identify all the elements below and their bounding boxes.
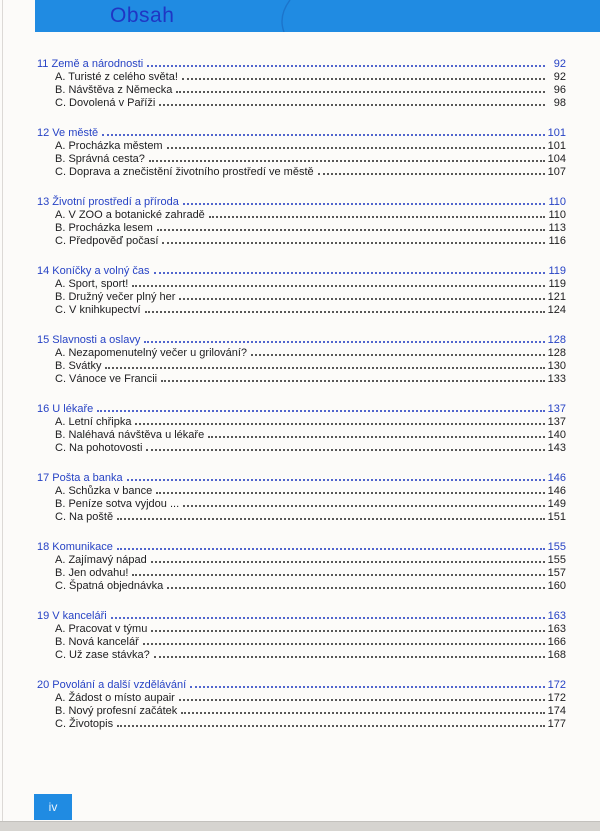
toc-item-page-number: 177 [547, 718, 566, 730]
toc-item-page-number: 124 [547, 304, 566, 316]
dot-leader [208, 436, 545, 438]
toc-item-row [37, 209, 566, 222]
toc-item-page-number: 96 [553, 84, 566, 96]
toc-item-label: C. Na poště [55, 511, 114, 523]
scan-edge-left [2, 0, 3, 831]
toc-item-label: B. Peníze sotva vyjdou ... [55, 498, 180, 510]
toc-chapter-label: 19 V kanceláři [37, 610, 107, 622]
page-number-badge [34, 794, 72, 820]
toc-chapter-label: 16 U lékaře [37, 403, 94, 415]
dot-leader [251, 354, 545, 356]
toc-section-13 [37, 196, 566, 248]
dot-leader [182, 78, 545, 80]
toc-item-row [37, 498, 566, 511]
toc-item-row [37, 153, 566, 166]
toc-chapter-page-number: 119 [548, 265, 566, 277]
toc-item-label: A. Letní chřipka [55, 416, 132, 428]
toc-item-page-number: 113 [548, 222, 566, 234]
toc-item-page-number: 98 [553, 97, 566, 109]
toc-chapter-page-number: 146 [547, 472, 566, 484]
toc-item-page-number: 143 [547, 442, 566, 454]
toc-item-label: C. Špatná objednávka [55, 580, 164, 592]
toc-item-row [37, 291, 566, 304]
toc-item-label: A. Turisté z celého světa! [55, 71, 178, 83]
toc-section-17 [37, 472, 566, 524]
toc-item-page-number: 146 [547, 485, 566, 497]
toc-item-label: B. Správná cesta? [55, 153, 145, 165]
dot-leader [97, 410, 545, 412]
dot-leader [156, 492, 545, 494]
toc-item-label: C. Doprava a znečistění životního prostředí ve městě [55, 166, 314, 178]
dot-leader [209, 216, 545, 218]
toc-chapter-row [37, 127, 566, 140]
dot-leader [167, 587, 545, 589]
toc-item-row [37, 567, 566, 580]
toc-item-row [37, 71, 566, 84]
toc-item-row [37, 580, 566, 593]
toc-item-row [37, 692, 566, 705]
toc-item-row [37, 623, 566, 636]
toc-item-page-number: 137 [547, 416, 566, 428]
toc-chapter-page-number: 155 [547, 541, 566, 553]
dot-leader [162, 242, 545, 244]
toc-item-page-number: 133 [547, 373, 566, 385]
toc-item-row [37, 166, 566, 179]
toc-chapter-page-number: 137 [547, 403, 566, 415]
toc-item-label: B. Nový profesní začátek [55, 705, 178, 717]
toc-item-label: B. Svátky [55, 360, 102, 372]
toc-chapter-page-number: 172 [547, 679, 566, 691]
toc-chapter-row [37, 679, 566, 692]
dot-leader [117, 518, 545, 520]
toc-item-label: B. Jen odvahu! [55, 567, 129, 579]
toc-item-label: B. Procházka lesem [55, 222, 153, 234]
dot-leader [102, 134, 545, 136]
toc-item-label: A. Procházka městem [55, 140, 163, 152]
dot-leader [105, 367, 545, 369]
dot-leader [179, 699, 545, 701]
toc-item-label: C. Na pohotovosti [55, 442, 143, 454]
pen-mark-artifact [270, 0, 300, 32]
toc-item-page-number: 92 [553, 71, 566, 83]
dot-leader [111, 617, 545, 619]
toc-section-20 [37, 679, 566, 731]
dot-leader [135, 423, 545, 425]
dot-leader [151, 561, 545, 563]
toc-section-12 [37, 127, 566, 179]
toc-section-16 [37, 403, 566, 455]
toc-item-row [37, 485, 566, 498]
toc-item-row [37, 416, 566, 429]
toc-section-18 [37, 541, 566, 593]
toc-chapter-row [37, 403, 566, 416]
dot-leader [149, 160, 545, 162]
toc-item-page-number: 151 [547, 511, 566, 523]
toc-chapter-row [37, 58, 566, 71]
toc-chapter-row [37, 334, 566, 347]
toc-chapter-page-number: 101 [547, 127, 566, 139]
dot-leader [190, 686, 545, 688]
toc-item-page-number: 128 [547, 347, 566, 359]
toc-chapter-label: 17 Pošta a banka [37, 472, 123, 484]
toc-item-row [37, 140, 566, 153]
toc-item-label: C. Předpověď počasí [55, 235, 159, 247]
toc-section-19 [37, 610, 566, 662]
dot-leader [154, 272, 545, 274]
toc-item-row [37, 718, 566, 731]
toc-item-label: B. Nová kancelář [55, 636, 139, 648]
toc-item-page-number: 104 [547, 153, 566, 165]
toc-item-row [37, 97, 566, 110]
toc-item-row [37, 304, 566, 317]
toc-chapter-row [37, 265, 566, 278]
dot-leader [146, 449, 545, 451]
toc-item-row [37, 442, 566, 455]
toc-chapter-page-number: 92 [553, 58, 566, 70]
toc-item-row [37, 511, 566, 524]
toc-section-14 [37, 265, 566, 317]
toc-item-label: A. V ZOO a botanické zahradě [55, 209, 205, 221]
dot-leader [154, 656, 545, 658]
toc-chapter-row [37, 196, 566, 209]
toc-chapter-label: 18 Komunikace [37, 541, 113, 553]
dot-leader [181, 712, 545, 714]
toc-item-label: B. Návštěva z Německa [55, 84, 173, 96]
toc-section-11 [37, 58, 566, 110]
dot-leader [145, 311, 545, 313]
toc-chapter-page-number: 128 [547, 334, 566, 346]
toc-item-page-number: 155 [547, 554, 566, 566]
header-bar [35, 0, 600, 32]
toc-item-page-number: 157 [547, 567, 566, 579]
toc-item-label: C. Životopis [55, 718, 114, 730]
toc-item-label: C. Dovolená v Paříži [55, 97, 156, 109]
dot-leader [132, 574, 545, 576]
toc-item-row [37, 360, 566, 373]
toc-item-label: C. V knihkupectví [55, 304, 141, 316]
toc-item-page-number: 172 [547, 692, 566, 704]
toc-item-page-number: 166 [547, 636, 566, 648]
toc-item-page-number: 107 [547, 166, 566, 178]
toc-chapter-label: 12 Ve městě [37, 127, 99, 139]
toc-chapter-label: 14 Koníčky a volný čas [37, 265, 150, 277]
toc-item-row [37, 235, 566, 248]
dot-leader [161, 380, 545, 382]
dot-leader [132, 285, 545, 287]
toc-item-page-number: 174 [547, 705, 566, 717]
toc-item-page-number: 163 [547, 623, 566, 635]
toc-chapter-row [37, 472, 566, 485]
dot-leader [318, 173, 545, 175]
toc-item-page-number: 116 [548, 235, 566, 247]
table-of-contents [37, 58, 566, 748]
toc-item-row [37, 429, 566, 442]
toc-item-label: B. Naléhavá návštěva u lékaře [55, 429, 205, 441]
toc-item-label: B. Družný večer plný her [55, 291, 176, 303]
toc-item-page-number: 140 [547, 429, 566, 441]
toc-item-page-number: 121 [547, 291, 566, 303]
toc-item-page-number: 101 [547, 140, 566, 152]
dot-leader [183, 505, 545, 507]
toc-chapter-label: 20 Povolání a další vzdělávání [37, 679, 187, 691]
toc-item-row [37, 554, 566, 567]
toc-chapter-page-number: 110 [548, 196, 566, 208]
toc-item-label: A. Zajímavý nápad [55, 554, 147, 566]
toc-item-label: A. Schůzka v bance [55, 485, 153, 497]
toc-item-page-number: 149 [547, 498, 566, 510]
toc-item-label: A. Žádost o místo aupair [55, 692, 175, 704]
page-title: Obsah [110, 4, 175, 27]
toc-item-row [37, 636, 566, 649]
toc-item-label: C. Už zase stávka? [55, 649, 150, 661]
toc-item-page-number: 119 [548, 278, 566, 290]
toc-item-label: A. Sport, sport! [55, 278, 129, 290]
dot-leader [143, 643, 545, 645]
dot-leader [176, 91, 545, 93]
dot-leader [147, 65, 545, 67]
toc-chapter-label: 15 Slavnosti a oslavy [37, 334, 141, 346]
dot-leader [167, 147, 545, 149]
dot-leader [179, 298, 545, 300]
dot-leader [144, 341, 545, 343]
dot-leader [127, 479, 545, 481]
scan-edge-bottom [0, 821, 600, 831]
dot-leader [117, 548, 545, 550]
toc-item-row [37, 373, 566, 386]
toc-chapter-label: 11 Země a národnosti [37, 58, 144, 70]
toc-chapter-row [37, 541, 566, 554]
toc-chapter-row [37, 610, 566, 623]
toc-item-page-number: 130 [547, 360, 566, 372]
toc-item-row [37, 222, 566, 235]
dot-leader [159, 104, 545, 106]
page-number-label: iv [48, 800, 58, 814]
dot-leader [183, 203, 545, 205]
toc-item-row [37, 347, 566, 360]
toc-section-15 [37, 334, 566, 386]
toc-item-row [37, 649, 566, 662]
toc-item-page-number: 160 [547, 580, 566, 592]
dot-leader [117, 725, 545, 727]
toc-item-label: A. Pracovat v týmu [55, 623, 148, 635]
toc-item-row [37, 705, 566, 718]
toc-chapter-label: 13 Životní prostředí a příroda [37, 196, 179, 208]
dot-leader [157, 229, 545, 231]
dot-leader [151, 630, 545, 632]
toc-item-label: C. Vánoce ve Francii [55, 373, 158, 385]
toc-chapter-page-number: 163 [547, 610, 566, 622]
toc-item-page-number: 110 [548, 209, 566, 221]
toc-item-page-number: 168 [547, 649, 566, 661]
toc-item-row [37, 84, 566, 97]
toc-item-label: A. Nezapomenutelný večer u grilování? [55, 347, 247, 359]
toc-item-row [37, 278, 566, 291]
